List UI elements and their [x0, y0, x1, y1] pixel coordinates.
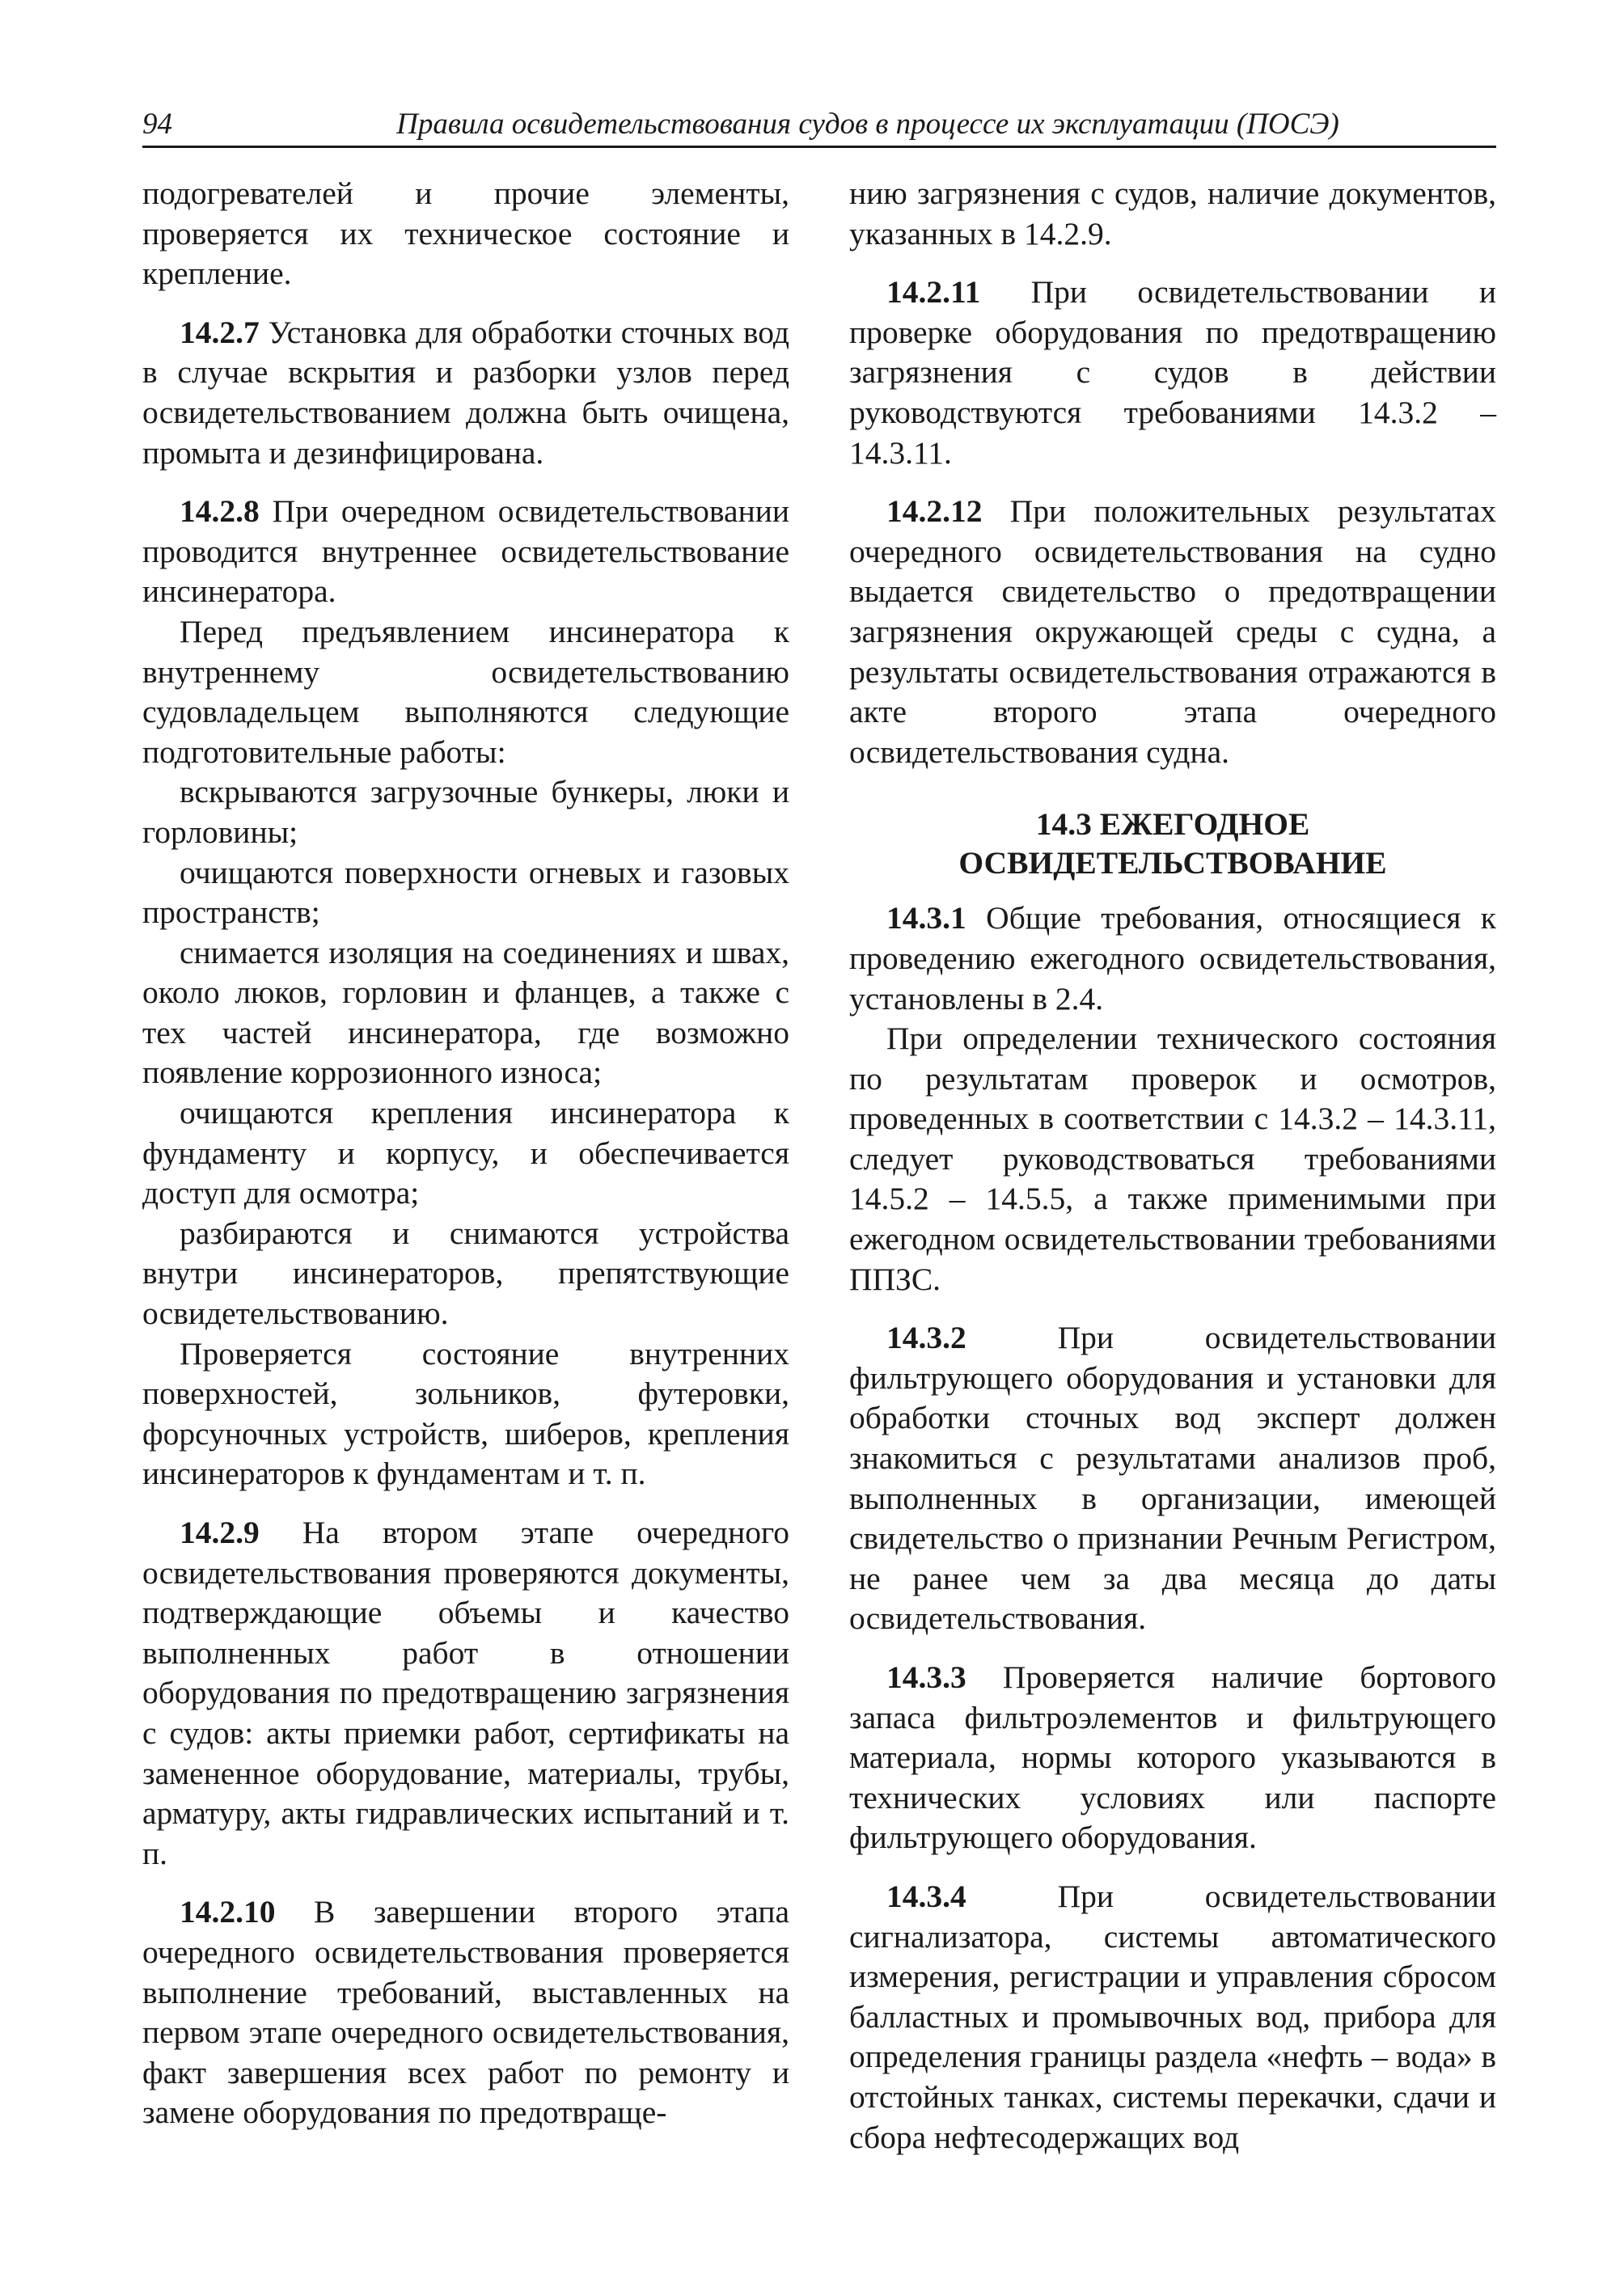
paragraph-14-3-4 — [849, 1877, 1496, 2158]
paragraph: подогревателей и прочие элементы, проверяется их техническое состояние и крепление. — [142, 175, 789, 292]
paragraph-14-2-12 — [849, 492, 1496, 772]
paragraph: Проверяется состояние внутренних поверхностей, зольников, футеровки, форсуночных устройств, шиберов, крепления инсинераторов к фундаментам и т. п. — [142, 1335, 789, 1492]
paragraph: нию загрязнения с судов, наличие документов, указанных в 14.2.9. — [849, 175, 1496, 252]
clause-number: 14.2.9 — [180, 1515, 260, 1550]
paragraph-14-2-8 — [142, 492, 789, 612]
paragraph-14-3-1 — [849, 898, 1496, 1019]
clause-number: 14.3.1 — [886, 900, 966, 936]
right-column — [849, 174, 1496, 2158]
list-item: вскрываются загрузочные бункеры, люки и горловины; — [142, 774, 789, 850]
section-heading-line: 14.3 ЕЖЕГОДНОЕ — [1035, 806, 1310, 843]
clause-number: 14.3.2 — [886, 1320, 966, 1356]
clause-number: 14.3.3 — [886, 1659, 966, 1695]
page-number: 94 — [142, 108, 172, 141]
running-header — [142, 107, 1496, 148]
clause-text: Проверяется наличие бортового запаса фильтроэлементов и фильтрующего материала, нормы которого указываются в технических условиях или паспорте фильтрующего оборудования. — [849, 1659, 1496, 1856]
clause-number: 14.2.11 — [886, 274, 981, 311]
clause-text: При освидетельствовании фильтрующего оборудования и установки для обработки сточных вод эксперт должен знакомиться с результатами анализов проб, выполненных в организации, имеющей свидетельство о признании Речным Регистром, не ранее чем за два месяца до даты освидетельствования. — [849, 1320, 1496, 1637]
paragraph: При определении технического состояния по результатам проверок и осмотров, проведенных в соответствии с 14.3.2 – 14.3.11, следует руководствоваться требованиями 14.5.2 – 14.5.5, а также применимыми при ежегодном освидетельствовании требованиями ППЗС. — [849, 1021, 1496, 1297]
clause-number: 14.2.12 — [886, 493, 983, 530]
paragraph: Перед предъявлением инсинератора к внутреннему освидетельствованию судовладельцем выполняются следующие подготовительные работы: — [142, 613, 789, 770]
clause-text: При положительных результатах очередного освидетельствования на судно выдается свидетельство о предотвращении загрязнения окружающей среды с судна, а результаты освидетельствования отражаются в акте второго этапа очередного освидетельствования судна. — [849, 493, 1496, 770]
paragraph-14-2-11 — [849, 273, 1496, 473]
clause-number: 14.3.4 — [886, 1878, 966, 1914]
clause-text: В завершении второго этапа очередного освидетельствования проверяется выполнение требований, выставленных на первом этапе очередного освидетельствования, факт завершения всех работ по ремонту и замене оборудования по предотвраще- — [142, 1894, 789, 2131]
left-column — [142, 174, 789, 2133]
clause-number: 14.2.7 — [180, 314, 260, 350]
section-heading — [849, 805, 1496, 882]
clause-text: Общие требования, относящиеся к проведению ежегодного освидетельствования, установлены в 2.4. — [849, 900, 1496, 1017]
paragraph-14-2-9 — [142, 1513, 789, 1874]
paragraph-14-2-7 — [142, 313, 789, 473]
clause-number: 14.2.10 — [180, 1894, 276, 1930]
paragraph-14-3-2 — [849, 1318, 1496, 1639]
running-title: Правила освидетельствования судов в процессе их эксплуатации (ПОСЭ) — [396, 108, 1339, 141]
list-item: очищаются крепления инсинератора к фундаменту и корпусу, и обеспечивается доступ для осмотра; — [142, 1095, 789, 1211]
list-item: снимается изоляция на соединениях и швах, около люков, горловин и фланцев, а также с тех частей инсинератора, где возможно появление коррозионного износа; — [142, 934, 789, 1091]
clause-number: 14.2.8 — [180, 493, 260, 530]
clause-text: При освидетельствовании и проверке оборудования по предотвращению загрязнения с судов в действии руководствуются требованиями 14.3.2 – 14.3.11. — [849, 274, 1496, 471]
clause-text: При освидетельствовании сигнализатора, системы автоматического измерения, регистрации и управления сбросом балластных и промывочных вод, прибора для определения границы раздела «нефть – вода» в отстойных танках, системы перекачки, сдачи и сбора нефтесодержащих вод — [849, 1878, 1496, 2155]
clause-text: На втором этапе очередного освидетельствования проверяются документы, подтверждающие объемы и качество выполненных работ в отношении оборудования по предотвращению загрязнения с судов: акты приемки работ, сертификаты на замененное оборудование, материалы, трубы, арматуру, акты гидравлических испытаний и т. п. — [142, 1515, 789, 1871]
paragraph-14-2-10 — [142, 1892, 789, 2133]
clause-text: При очередном освидетельствовании проводится внутреннее освидетельствование инсинератора. — [142, 493, 789, 610]
section-heading-line: ОСВИДЕТЕЛЬСТВОВАНИЕ — [958, 845, 1387, 881]
list-item: очищаются поверхности огневых и газовых пространств; — [142, 854, 789, 931]
list-item: разбираются и снимаются устройства внутри инсинераторов, препятствующие освидетельствованию. — [142, 1215, 789, 1332]
clause-text: Установка для обработки сточных вод в случае вскрытия и разборки узлов перед освидетельствованием должна быть очищена, промыта и дезинфицирована. — [142, 314, 789, 471]
paragraph-14-3-3 — [849, 1658, 1496, 1858]
